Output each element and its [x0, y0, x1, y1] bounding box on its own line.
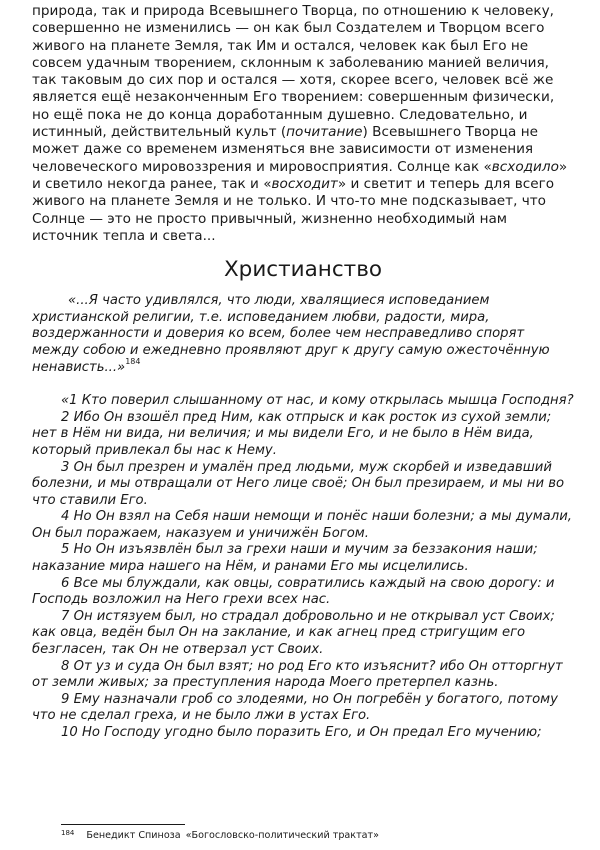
- footnote: [61, 827, 379, 842]
- epigraph-text: «...Я часто удивлялся, что люди, хвалящиеся исповеданием христианской религии, т.е. исповеданием любви, радости, мира, воздержанности и доверия ко всем, более чем несправедливо спорят между собою и ежедневно проявляют друг к другу самую ожесточённую ненависть...»: [32, 293, 550, 375]
- footnote-author: Бенедикт Спиноза: [86, 830, 181, 841]
- intro-text-1: природа, так и природа Всевышнего Творца, по отношению к человеку, совершенно не изменились — он как был Создателем и Творцом всего живого на планете Земля, так Им и остался, человек как был Его не совсем удачным творением, склонным к заболеванию манией величия, так таковым до сих пор и остался — хотя, скорее всего, человек всё же является ещё незаконченным Его творением: совершенным физически, но ещё пока не до конца доработанным душевно. Следовательно, и истинный, действительный культ (: [32, 3, 555, 141]
- intro-text-3: » и светило некогда ранее, так и «: [32, 158, 568, 192]
- footnote-number: 184: [61, 829, 75, 837]
- page-body: [32, 3, 574, 742]
- intro-emphasis-3: восходит: [271, 175, 338, 192]
- footnote-divider: [61, 824, 185, 825]
- section-title: Христианство: [223, 257, 383, 283]
- verse-3: 3 Он был презрен и умалён пред людьми, муж скорбей и изведавший болезни, и мы отвращали от Него лице своё; Он был презираем, и мы ни во что ставили Его.: [32, 459, 565, 508]
- verse-4: 4 Но Он взял на Себя наши немощи и понёс наши болезни; а мы думали, Он был поражаем, наказуем и уничижён Богом.: [32, 509, 572, 541]
- verse-7: 7 Он истязуем был, но страдал добровольно и не открывал уст Своих; как овца, ведён был Он на заклание, и как агнец пред стригущим его безгласен, так Он не отверзал уст Своих.: [32, 608, 555, 658]
- verse-9: 9 Ему назначали гроб со злодеями, но Он погребён у богатого, потому что не сделал греха, и не было лжи в устах Его.: [32, 691, 558, 724]
- verse-10: 10 Но Господу угодно было поразить Его, и Он предал Его мучению;: [61, 725, 542, 740]
- intro-text-4: » и светит и теперь для всего живого на планете Земля и не только. И что-то мне подсказывает, что Солнце — это не просто привычный, жизненно необходимый нам источник тепла и света...: [32, 175, 555, 244]
- intro-paragraph: [32, 3, 574, 245]
- scripture-verses: [32, 393, 574, 741]
- epigraph-quote: [32, 293, 574, 376]
- verse-2: 2 Ибо Он взошёл пред Ним, как отпрыск и как росток из сухой земли; нет в Нём ни вида, ни величия; и мы видели Его, и не было в Нём вида, который привлекал бы нас к Нему.: [32, 409, 552, 458]
- verse-8: 8 От уз и суда Он был взят; но род Его кто изъяснит? ибо Он отторгнут от земли живых; за преступления народа Моего претерпел казнь.: [32, 658, 563, 691]
- intro-emphasis-2: всходило: [491, 158, 559, 175]
- intro-emphasis-1: почитание: [286, 124, 363, 141]
- verse-1: «1 Кто поверил слышанному от нас, и кому открылась мышца Господня?: [61, 393, 574, 409]
- footnote-title: «Богословско-политический трактат»: [185, 830, 380, 841]
- verse-5: 5 Но Он изъязвлён был за грехи наши и мучим за беззакония наши; наказание мира нашего на Нём, и ранами Его мы исцелились.: [32, 542, 538, 575]
- footnote-reference[interactable]: 184: [125, 356, 141, 366]
- intro-text-2: ) Всевышнего Творца не может даже со временем изменяться вне зависимости от изменения человеческого мировоззрения и мировосприятия. Солнце как «: [32, 124, 538, 175]
- verse-6: 6 Все мы блуждали, как овцы, совратились каждый на свою дорогу: и Господь возложил на Него грехи всех нас.: [32, 575, 555, 608]
